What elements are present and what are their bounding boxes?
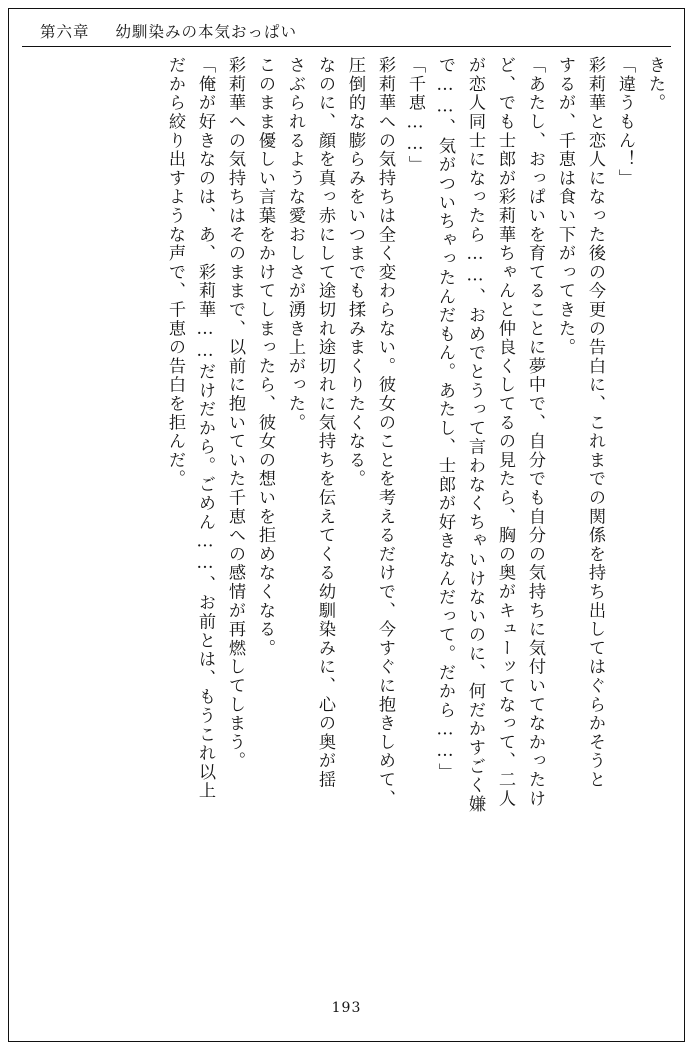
text-column: なのに、顔を真っ赤にして途切れ途切れに気持ちを伝えてくる幼馴染みに、心の奥が揺 — [315, 56, 335, 790]
text-column: 彩莉華への気持ちはそのままで、以前に抱いていた千恵への感情が再燃してしまう。 — [225, 56, 245, 771]
text-column: するが、千恵は食い下がってきた。 — [555, 56, 575, 357]
text-column: 彩莉華への気持ちは全く変わらない。彼女のことを考えるだけで、今すぐに抱きしめて、 — [375, 56, 395, 808]
chapter-title: 幼馴染みの本気おっぱい — [115, 23, 298, 41]
text-column: さぶられるような愛おしさが湧き上がった。 — [285, 56, 305, 432]
text-column: 「違うもん！」 — [615, 56, 635, 188]
body-text-area — [30, 56, 663, 996]
text-column: きた。 — [645, 56, 665, 113]
text-column: 「あたし、おっぱいを育てることに夢中で、自分でも自分の気持ちに気付いてなかったけ — [525, 56, 545, 808]
page-header — [40, 16, 640, 46]
text-column: 圧倒的な膨らみをいつまでも揉みまくりたくなる。 — [345, 56, 365, 489]
text-column: ど、でも士郎が彩莉華ちゃんと仲良くしてるの見たら、胸の奥がキューッてなって、二人 — [495, 56, 515, 808]
page-number: 193 — [331, 1000, 362, 1016]
text-column: 彩莉華と恋人になった後の今更の告白に、これまでの関係を持ち出してはぐらかそうと — [585, 56, 605, 790]
text-column: で……、気がついちゃったんだもん。あたし、士郎が好きなんだって。だから……」 — [435, 56, 455, 782]
text-column: が恋人同士になったら……、おめでとうって言わなくちゃいけないのに、何だかすごく嫌 — [465, 56, 485, 814]
text-column: 「千恵……」 — [405, 56, 425, 175]
text-column: だから絞り出すような声で、千恵の告白を拒んだ。 — [165, 56, 185, 489]
text-column: 「俺が好きなのは、あ、彩莉華……だけだから。ごめん……、お前とは、もうこれ以上 — [195, 56, 215, 801]
header-divider — [22, 46, 671, 47]
text-column: このまま優しい言葉をかけてしまったら、彼女の想いを拒めなくなる。 — [255, 56, 275, 658]
chapter-number: 第六章 — [40, 23, 90, 41]
